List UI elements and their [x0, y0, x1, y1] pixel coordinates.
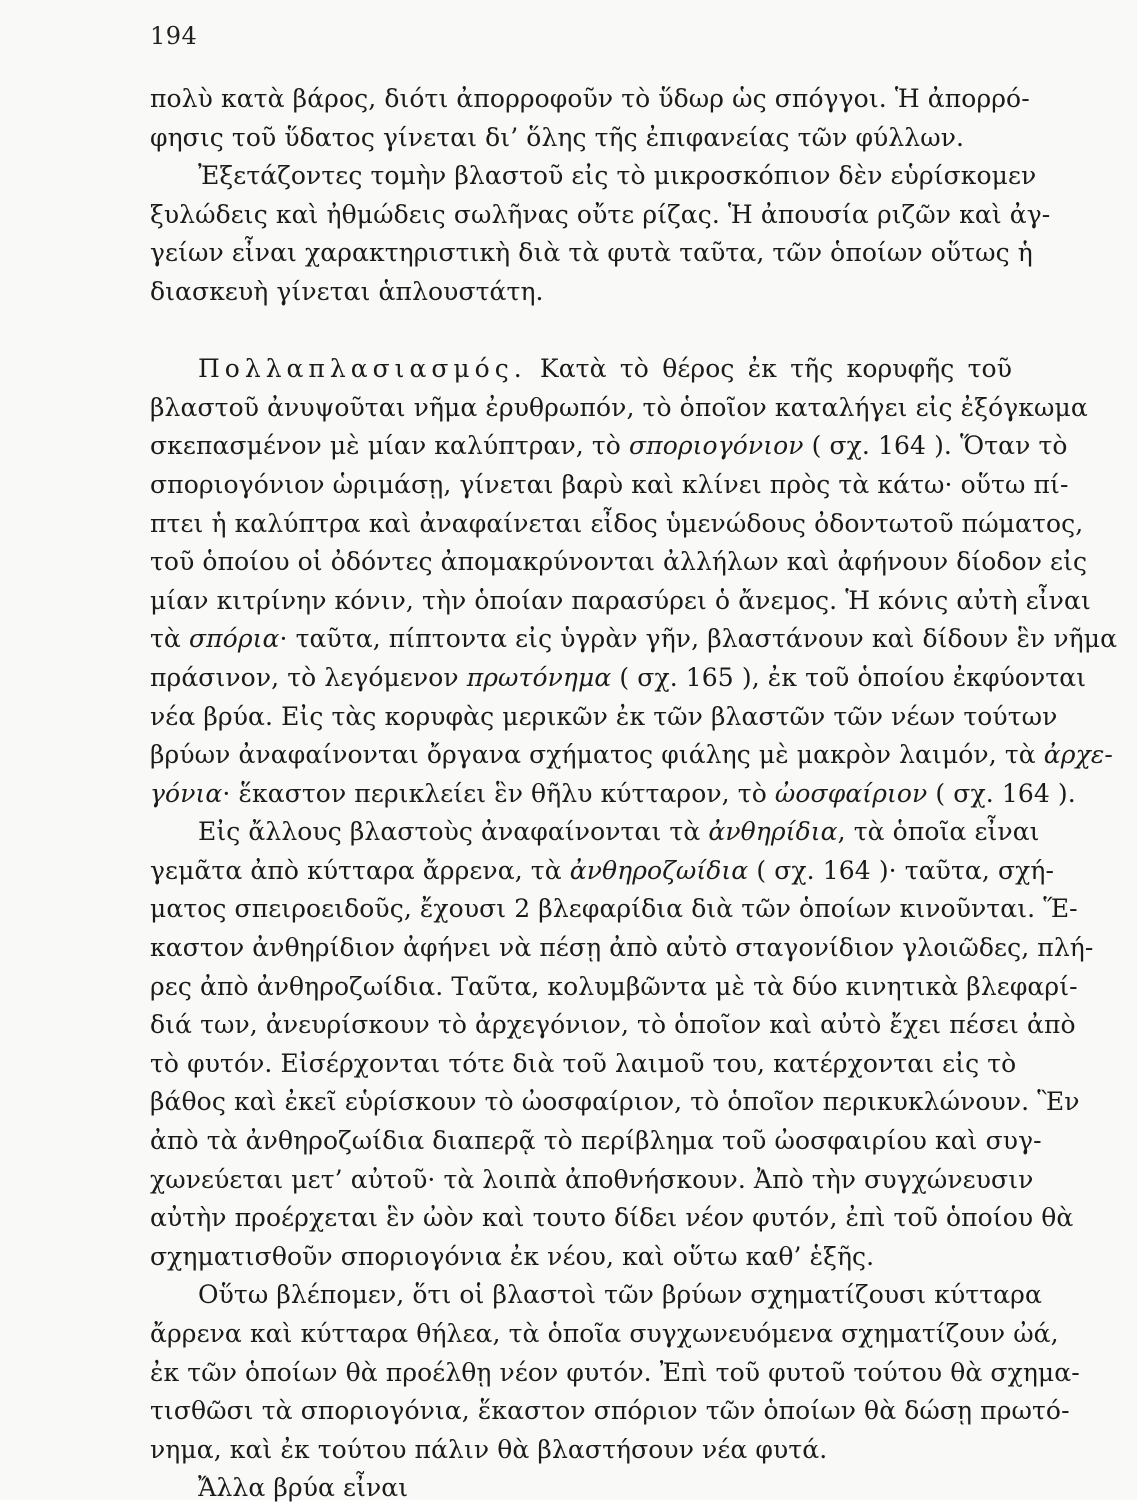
text-line: βλαστοῦ ἀνυψοῦται νῆμα ἐρυθρωπόν, τὸ ὁποῖον καταλήγει εἰς ἐξόγκωμα [150, 392, 1088, 422]
text-segment: , τὰ ὁποῖα εἶναι [837, 817, 1040, 847]
text-segment: ( σχ. 164 ). Ὅταν τὸ [803, 431, 1068, 461]
term-italic: ἀνθηροζωίδια [569, 855, 749, 885]
text-line: αὐτὴν προέρχεται ἓν ὠὸν καὶ τουτο δίδει νέον φυτόν, ἐπὶ τοῦ ὁποίου θὰ [150, 1203, 1074, 1233]
text-segment: ( σχ. 165 ), ἐκ τοῦ ὁποίου ἐκφύονται [611, 662, 1087, 692]
text-line: Οὕτω βλέπομεν, ὅτι οἱ βλαστοὶ τῶν βρύων σχηματίζουσι κύτταρα [198, 1280, 1042, 1310]
text-line: σχηματισθοῦν σποριογόνια ἐκ νέου, καὶ οὕτω καθ’ ἑξῆς. [150, 1241, 875, 1271]
text-line: διά των, ἀνευρίσκουν τὸ ἀρχεγόνιον, τὸ ὁποῖον καὶ αὐτὸ ἔχει πέσει ἀπὸ [150, 1010, 1076, 1040]
text-segment: · ἕκαστον περικλείει ἓν θῆλυ κύτταρον, τὸ [222, 778, 775, 808]
text-segment: · ταῦτα, πίπτοντα εἰς ὑγρὰν γῆν, βλαστάνουν καὶ δίδουν ἓν νῆμα [279, 624, 1118, 654]
text-line: νημα, καὶ ἐκ τούτου πάλιν θὰ βλαστήσουν νέα φυτά. [150, 1434, 828, 1464]
text-segment: πράσινον, τὸ λεγόμενον [150, 662, 467, 692]
paragraph-gap [150, 312, 1012, 351]
term-italic: ὠοσφαίριον [774, 778, 928, 808]
text-line: ἐκ τῶν ὁποίων θὰ προέλθῃ νέον φυτόν. Ἐπὶ τοῦ φυτοῦ τούτου θὰ σχημα- [150, 1357, 1080, 1387]
text-line: ἀπὸ τὰ ἀνθηροζωίδια διαπερᾷ τὸ περίβλημα τοῦ ὠοσφαιρίου καὶ συγ- [150, 1126, 1042, 1156]
text-line: ματος σπειροειδοῦς, ἔχουσι 2 βλεφαρίδια διὰ τῶν ὁποίων κινοῦνται. Ἕ- [150, 894, 1078, 924]
text-segment: γεμᾶτα ἀπὸ κύτταρα ἄρρενα, τὰ [150, 855, 570, 885]
text-line [150, 427, 1068, 466]
text-line [150, 852, 1055, 891]
term-italic: πρωτόνημα [466, 662, 612, 692]
text-line [150, 620, 1118, 659]
text-line: τὸ φυτόν. Εἰσέρχονται τότε διὰ τοῦ λαιμοῦ του, κατέρχονται εἰς τὸ [150, 1048, 1017, 1078]
text-line [150, 659, 1087, 698]
text-line: Ἐξετάζοντες τομὴν βλαστοῦ εἰς τὸ μικροσκόπιον δὲν εὑρίσκομεν [198, 161, 1037, 191]
text-line: τισθῶσι τὰ σποριογόνια, ἕκαστον σπόριον τῶν ὁποίων θὰ δώσῃ πρωτό- [150, 1396, 1070, 1426]
text-line: διασκευὴ γίνεται ἁπλουστάτη. [150, 276, 544, 306]
text-line: ἄρρενα καὶ κύτταρα θήλεα, τὰ ὁποῖα συγχωνευόμενα σχηματίζουν ὠά, [150, 1319, 1059, 1348]
term-italic: ἀρχε- [1043, 740, 1113, 770]
term-italic: γόνια [150, 778, 223, 808]
text-segment: τὰ [150, 624, 189, 654]
page-number: 194 [150, 22, 198, 50]
term-italic: ἀνθηρίδια [708, 817, 838, 847]
text-line: τοῦ ὁποίου οἱ ὀδόντες ἀπομακρύνονται ἀλλήλων καὶ ἀφήνουν δίοδον εἰς [150, 547, 1088, 577]
text-line: καστον ἀνθηρίδιον ἀφήνει νὰ πέσῃ ἀπὸ αὐτὸ σταγονίδιον γλοιῶδες, πλή- [150, 933, 1094, 963]
text-line: νέα βρύα. Εἰς τὰς κορυφὰς μερικῶν ἐκ τῶν βλαστῶν τῶν νέων τούτων [150, 701, 1058, 731]
text-line [150, 813, 1040, 852]
text-line: μίαν κιτρίνην κόνιν, τὴν ὁποίαν παρασύρει ὁ ἄνεμος. Ἡ κόνις αὐτὴ εἶναι [150, 585, 1091, 615]
text-segment: βρύων ἀναφαίνονται ὄργανα σχήματος φιάλης μὲ μακρὸν λαιμόν, τὰ [150, 740, 1044, 770]
text-line: πολὺ κατὰ βάρος, διότι ἀπορροφοῦν τὸ ὕδωρ ὡς σπόγγοι. Ἡ ἀπορρό- [150, 84, 1030, 113]
text-line [150, 736, 1113, 775]
section-heading: Πολλαπλασιασμός. [198, 354, 527, 384]
text-segment: Εἰς ἄλλους βλαστοὺς ἀναφαίνονται τὰ [198, 817, 709, 847]
body-text [150, 80, 1118, 1508]
text-segment: ( σχ. 164 )· ταῦτα, σχή- [748, 855, 1055, 885]
text-line: φησις τοῦ ὕδατος γίνεται δι’ ὅλης τῆς ἐπιφανείας τῶν φύλλων. [150, 122, 965, 152]
text-line: χωνεύεται μετ’ αὐτοῦ· τὰ λοιπὰ ἀποθνήσκουν. Ἀπὸ τὴν συγχώνευσιν [150, 1164, 1034, 1194]
text-line [150, 775, 1076, 814]
text-segment: ( σχ. 164 ). [927, 778, 1076, 808]
text-segment: σκεπασμένον μὲ μίαν καλύπτραν, τὸ [150, 431, 630, 461]
text-line [150, 350, 1012, 389]
text-line: πτει ἡ καλύπτρα καὶ ἀναφαίνεται εἶδος ὑμενώδους ὀδοντωτοῦ πώματος, [150, 508, 1084, 538]
text-line: ρες ἀπὸ ἀνθηροζωίδια. Ταῦτα, κολυμβῶντα μὲ τὰ δύο κινητικὰ βλεφαρί- [150, 971, 1078, 1001]
text-line: γείων εἶναι χαρακτηριστικὴ διὰ τὰ φυτὰ ταῦτα, τῶν ὁποίων οὕτως ἡ [150, 238, 1033, 268]
text-line: ξυλώδεις καὶ ἠθμώδεις σωλῆνας οὔτε ρίζας. Ἡ ἀπουσία ριζῶν καὶ ἀγ- [150, 199, 1051, 229]
text-segment: Κατὰ τὸ θέρος ἐκ τῆς κορυφῆς τοῦ [526, 354, 1012, 384]
term-italic: σπόρια [188, 624, 280, 654]
text-line: σποριογόνιον ὡριμάσῃ, γίνεται βαρὺ καὶ κλίνει πρὸς τὰ κάτω· οὕτω πί- [150, 469, 1069, 499]
term-italic: σποριογόνιον [629, 431, 804, 461]
text-line: βάθος καὶ ἐκεῖ εὑρίσκουν τὸ ὠοσφαίριον, τὸ ὁποῖον περικυκλώνουν. Ἓν [150, 1087, 1080, 1117]
text-line: Ἄλλα βρύα εἶναι [198, 1473, 409, 1503]
